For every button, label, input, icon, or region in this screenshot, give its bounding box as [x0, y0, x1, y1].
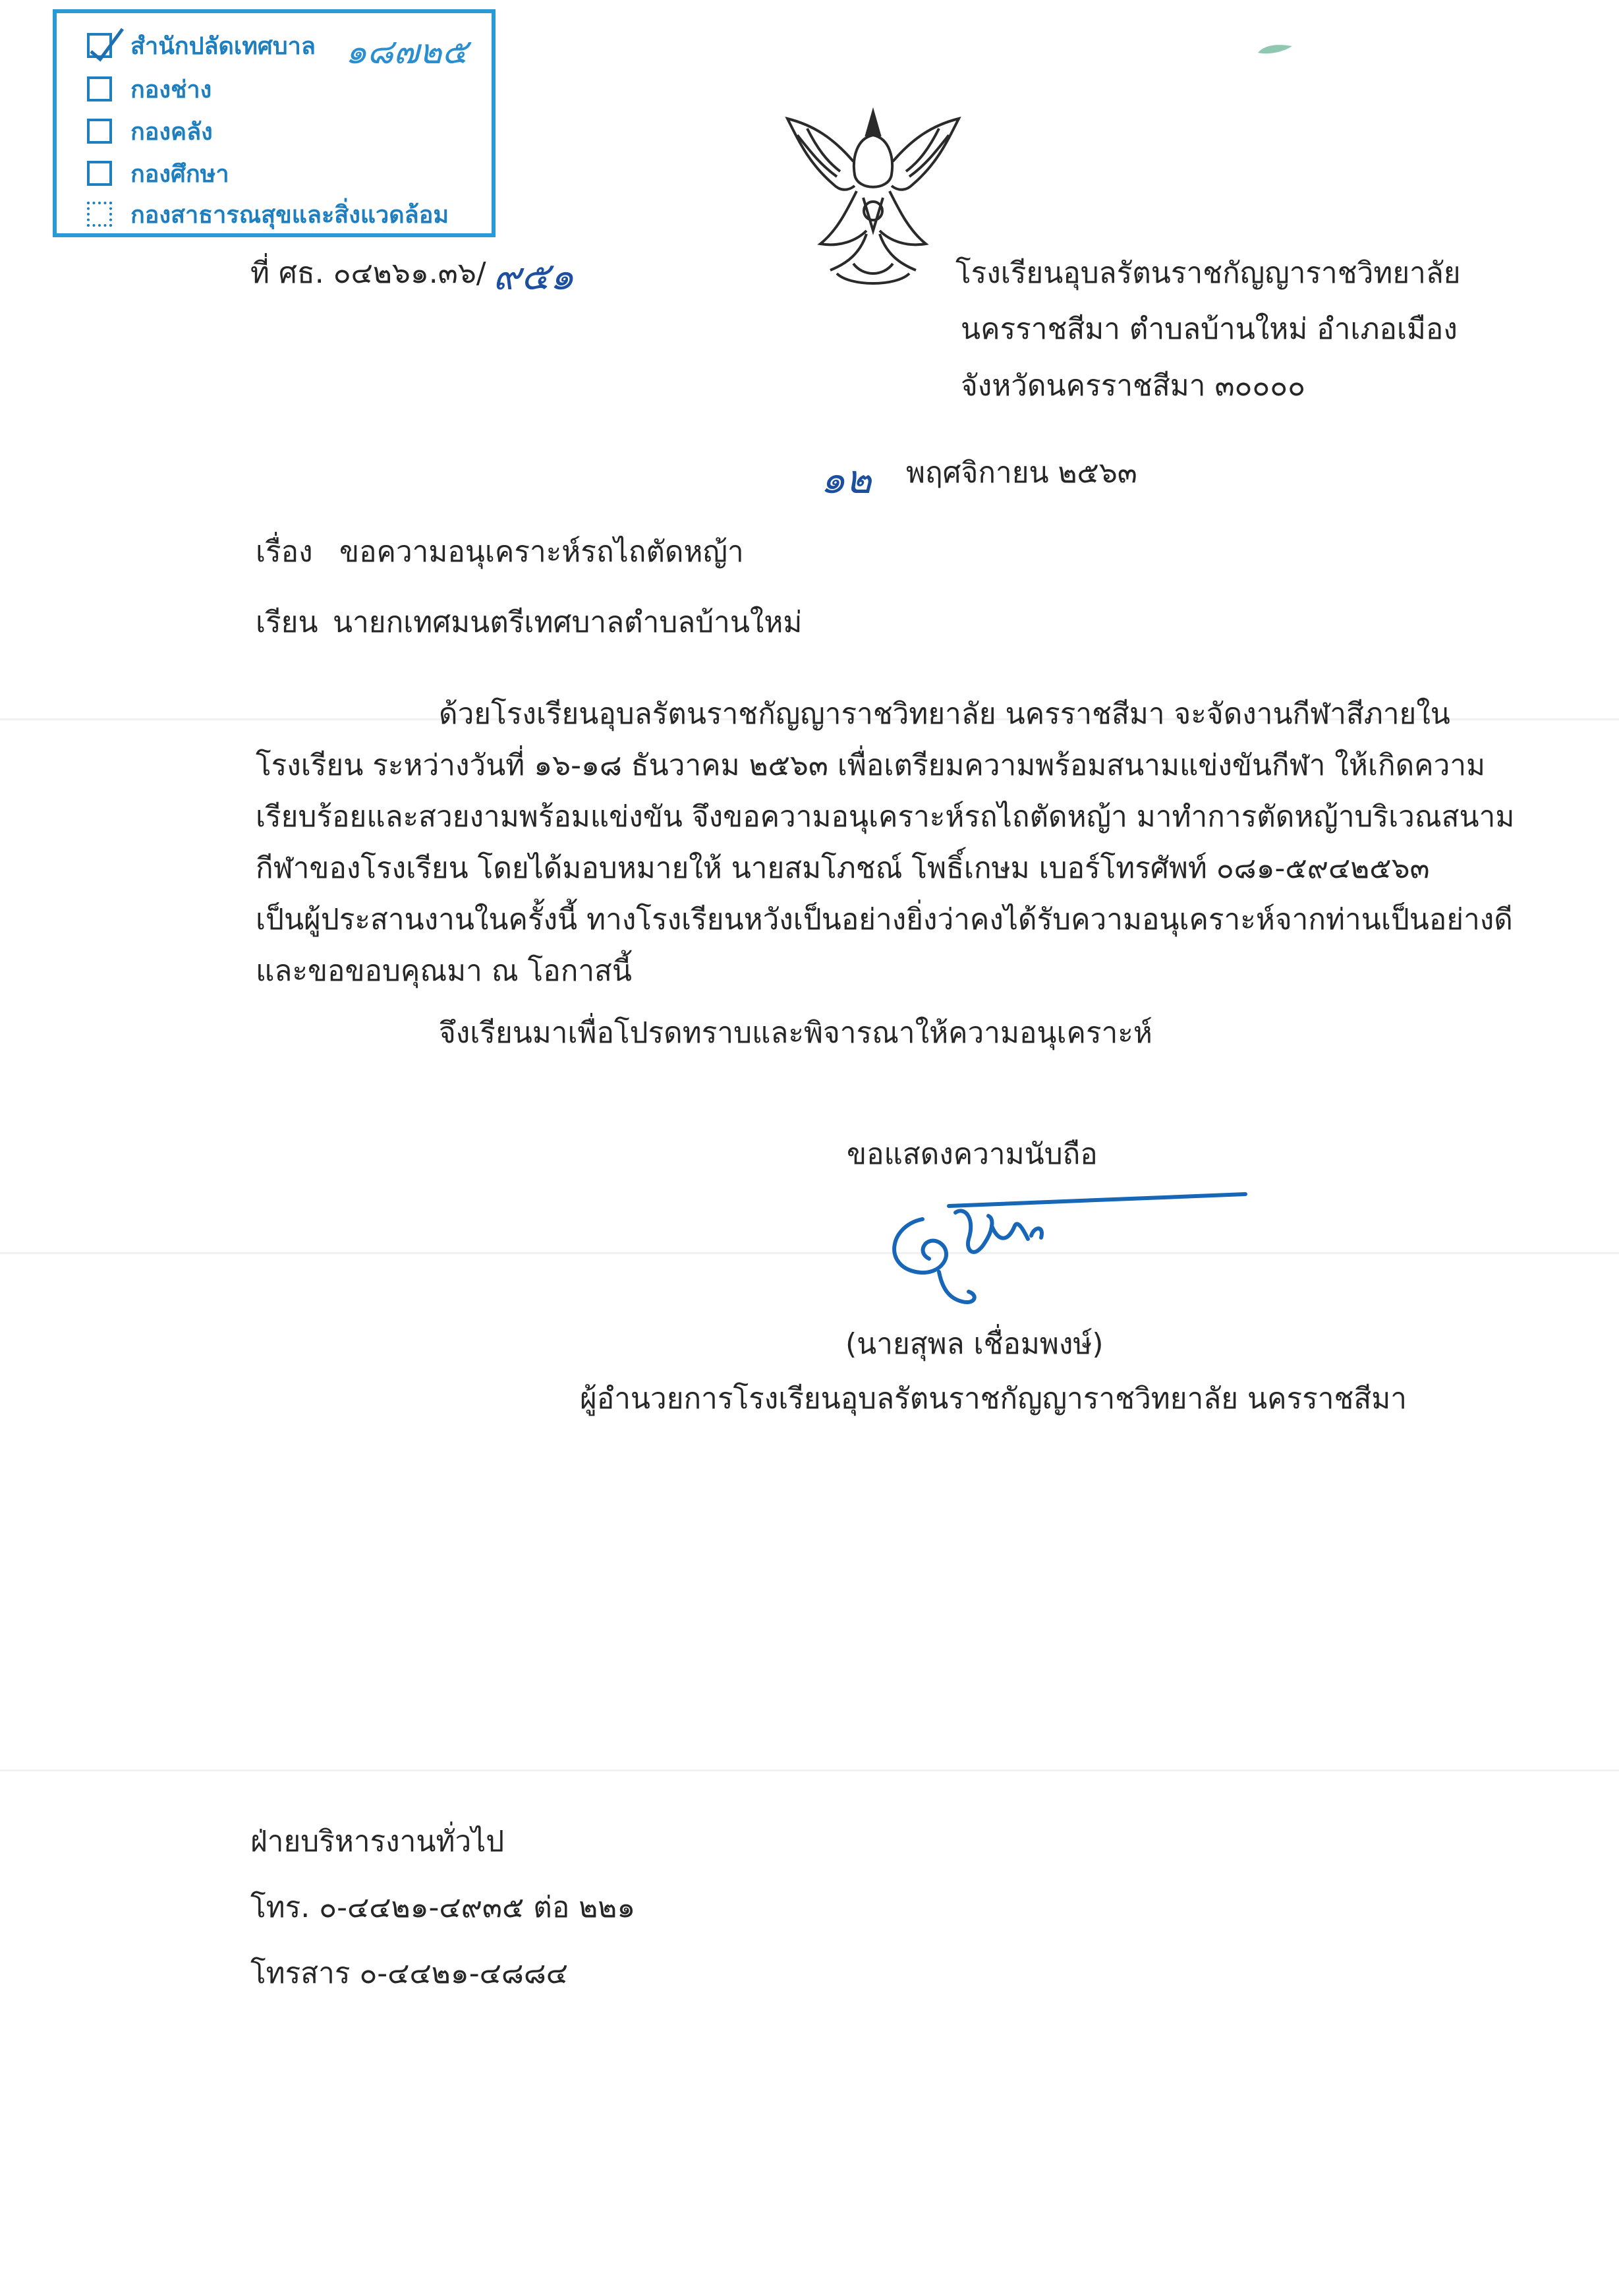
paper-fold-line — [0, 1252, 1619, 1254]
handwritten-signature — [876, 1180, 1259, 1311]
recipient-label: เรียน — [256, 606, 318, 639]
date-day-handwritten: ๑๒ — [820, 457, 872, 503]
stamp-label: สำนักปลัดเทศบาล — [130, 32, 316, 60]
footer-phone: โทร. ๐-๔๔๒๑-๔๙๓๕ ต่อ ๒๒๑ — [250, 1891, 636, 1924]
school-address-line: โรงเรียนอุบลรัตนราชกัญญาราชวิทยาลัย — [955, 256, 1461, 290]
school-address-line: จังหวัดนครราชสีมา ๓๐๐๐๐ — [961, 369, 1305, 403]
stamp-handwritten-number: ๑๘๗๒๕ — [345, 32, 468, 72]
body-paragraph — [256, 689, 1515, 997]
check-mark-icon — [86, 26, 125, 66]
stamp-row-office — [87, 26, 316, 65]
reference-number-handwritten: ๙๕๑ — [493, 254, 575, 299]
body-line: กีฬาของโรงเรียน โดยได้มอบหมายให้ นายสมโภชณ์ โพธิ์เกษม เบอร์โทรศัพท์ ๐๘๑-๕๙๔๒๕๖๓ — [256, 851, 1430, 885]
garuda-emblem-icon — [774, 99, 972, 297]
checkbox[interactable] — [87, 161, 112, 186]
footer-fax: โทรสาร ๐-๔๔๒๑-๔๘๘๔ — [250, 1957, 569, 1990]
paper-fold-line — [0, 1769, 1619, 1771]
reference-number: ที่ ศธ. ๐๔๒๖๑.๓๖/ — [250, 256, 486, 290]
letter-date: พฤศจิกายน ๒๕๖๓ — [906, 456, 1137, 490]
body-line: เรียบร้อยและสวยงามพร้อมแข่งขัน จึงขอความอนุเคราะห์รถไถตัดหญ้า มาทำการตัดหญ้าบริเวณสนาม — [256, 800, 1515, 834]
stamp-label: กองช่าง — [130, 76, 212, 103]
stamp-row-education — [87, 154, 229, 192]
stamp-row-health — [87, 195, 449, 233]
school-address-line: นครราชสีมา ตำบลบ้านใหม่ อำเภอเมือง — [961, 312, 1458, 346]
signer-name: (นายสุพล เชื่อมพงษ์) — [845, 1327, 1104, 1361]
stamp-label: กองศึกษา — [130, 160, 229, 188]
closing-salutation: ขอแสดงความนับถือ — [847, 1137, 1098, 1171]
checkbox-checked[interactable] — [87, 33, 112, 58]
subject-label: เรื่อง — [256, 535, 313, 569]
recipient-text: นายกเทศมนตรีเทศบาลตำบลบ้านใหม่ — [333, 606, 803, 639]
receiving-stamp — [53, 9, 496, 237]
checkbox[interactable] — [87, 202, 112, 227]
stamp-row-finance — [87, 112, 213, 150]
stamp-label: กองคลัง — [130, 118, 213, 146]
closing-paragraph: จึงเรียนมาเพื่อโปรดทราบและพิจารณาให้ความอนุเคราะห์ — [439, 1016, 1152, 1050]
body-line: โรงเรียน ระหว่างวันที่ ๑๖-๑๘ ธันวาคม ๒๕๖๓ เพื่อเตรียมความพร้อมสนามแข่งขันกีฬา ให้เกิดความ — [256, 749, 1486, 782]
body-line: เป็นผู้ประสานงานในครั้งนี้ ทางโรงเรียนหวังเป็นอย่างยิ่งว่าคงได้รับความอนุเคราะห์จากท่านเป็นอย่างดี — [256, 903, 1513, 936]
stamp-label: กองสาธารณสุขและสิ่งแวดล้อม — [130, 201, 449, 229]
body-line: และขอขอบคุณมา ณ โอกาสนี้ — [256, 954, 632, 988]
ink-smudge — [1255, 40, 1295, 59]
signer-title: ผู้อำนวยการโรงเรียนอุบลรัตนราชกัญญาราชวิทยาลัย นครราชสีมา — [580, 1382, 1407, 1416]
stamp-row-engineering — [87, 70, 212, 108]
body-line: ด้วยโรงเรียนอุบลรัตนราชกัญญาราชวิทยาลัย นครราชสีมา จะจัดงานกีฬาสีภายใน — [439, 697, 1450, 731]
checkbox[interactable] — [87, 119, 112, 144]
subject-text: ขอความอนุเคราะห์รถไถตัดหญ้า — [339, 535, 744, 569]
checkbox[interactable] — [87, 76, 112, 101]
footer-department: ฝ่ายบริหารงานทั่วไป — [250, 1825, 505, 1858]
